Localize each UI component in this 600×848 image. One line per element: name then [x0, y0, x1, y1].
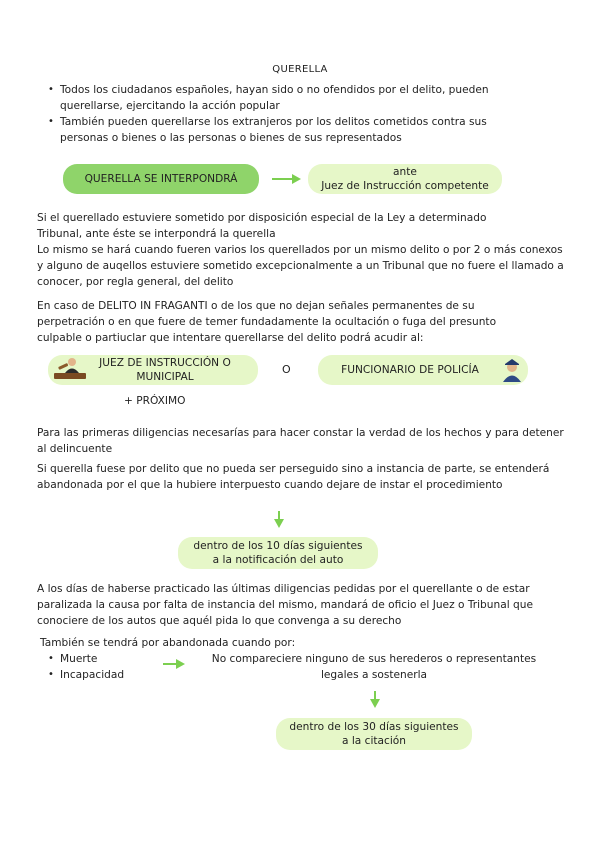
intro-list — [48, 82, 528, 146]
paragraph: A los días de haberse practicado las últimas diligencias pedidas por el querellante o de estar paralizada la causa por falta de instancia del mismo, mandará de oficio el Juez o Tribunal que conociere de los autos que aquél pida lo que convenga a su derecho — [37, 583, 533, 627]
paragraph — [37, 210, 567, 242]
box-line: ante — [393, 166, 417, 178]
judge-icon — [52, 356, 88, 382]
paragraph-line: Si el querellado estuviere sometido por disposición especial de la Ley a determinado — [37, 212, 487, 224]
box-line: a la notificación del auto — [212, 554, 344, 566]
arrow-right-icon — [270, 171, 304, 187]
paragraph: Lo mismo se hará cuando fueren varios los querellados por un mismo delito o por 2 o más conexos y alguno de auqellos estuviere sometido excepcionalmente a un Tribunal que no fuere el llamado a conocer, por regla general, del delito — [37, 244, 564, 288]
police-officer-icon — [500, 357, 524, 383]
page-title: QUERELLA — [272, 64, 328, 75]
arrow-down-icon — [271, 510, 287, 530]
proximo-note: + PRÓXIMO — [124, 395, 186, 407]
paragraph: Si querella fuese por delito que no pueda ser perseguido sino a instancia de parte, se entenderá abandonada por el que la hubiere interpuesto cuando dejare de instar el procedimiento — [37, 463, 550, 491]
list-item: • Muerte — [48, 651, 158, 667]
box-line: Juez de Instrucción competente — [321, 180, 489, 192]
list-item: • También pueden querellarse los extranjeros por los delitos cometidos contra sus personas o bienes o las personas o bienes de sus representados — [48, 114, 528, 146]
paragraph: Para las primeras diligencias necesarías para hacer constar la verdad de los hechos y para detener al delincuente — [37, 427, 564, 455]
box-line: a la citación — [341, 735, 407, 747]
abandon-heading: También se tendrá por abandonada cuando por: — [40, 637, 296, 649]
box-line: MUNICIPAL — [136, 371, 194, 383]
result-line: No compareciere ninguno de sus herederos o representantes — [211, 653, 537, 665]
plazo-10-dias-box — [178, 537, 378, 569]
juez-instruccion-box — [308, 164, 502, 194]
box-line: JUEZ DE INSTRUCCIÓN O — [99, 357, 231, 369]
arrow-right-icon — [162, 657, 188, 671]
abandon-result — [190, 651, 558, 683]
querella-interpondra-box: QUERELLA SE INTERPONDRÁ — [63, 164, 259, 194]
box-line: dentro de los 30 días siguientes — [289, 721, 459, 733]
list-item: • Incapacidad — [48, 667, 158, 683]
plazo-30-dias-box — [276, 718, 472, 750]
paragraph: En caso de DELITO IN FRAGANTI o de los que no dejan señales permanentes de su perpetración o en que fuere de temer fundadamente la ocultación o fuga del presunto culpable o partiuclar que intentare querellarse del delito podrá acudir al: — [37, 300, 497, 344]
box-line: dentro de los 10 días siguientes — [193, 540, 363, 552]
or-label: O — [282, 363, 291, 376]
result-line: legales a sostenerla — [320, 669, 428, 681]
paragraph-line: Tribunal, ante éste se interpondrá la querella — [37, 228, 276, 240]
funcionario-policia-box: FUNCIONARIO DE POLICÍA — [318, 355, 528, 385]
arrow-down-icon — [367, 690, 383, 710]
list-item: • Todos los ciudadanos españoles, hayan sido o no ofendidos por el delito, pueden querellarse, ejercitando la acción popular — [48, 82, 528, 114]
abandon-list — [48, 651, 158, 683]
